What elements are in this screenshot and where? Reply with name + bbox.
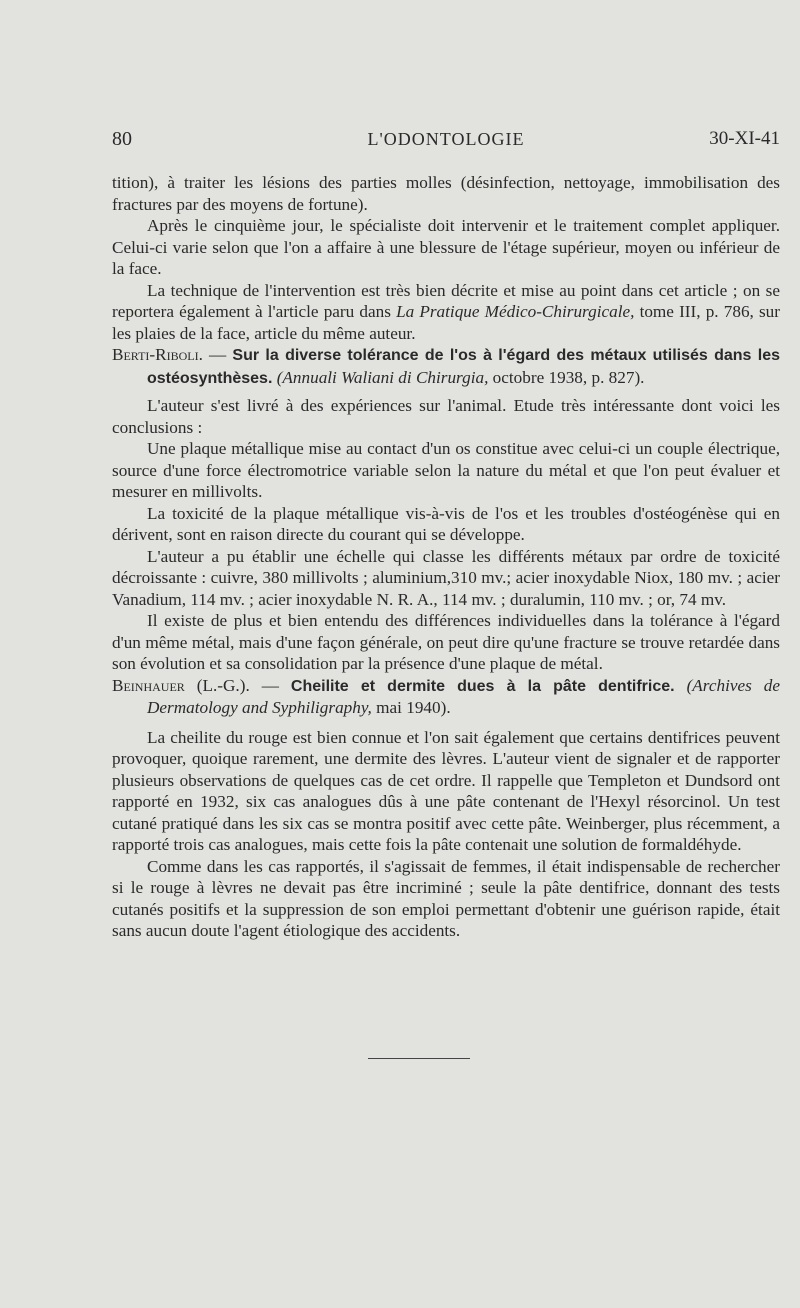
paragraph-text: tome III, p. 786, sur les plaies de la face, article du même auteur. xyxy=(112,302,780,343)
entry-title: Sur la diverse tolérance de l'os à l'égard des métaux utilisés dans les ostéosynthèses. xyxy=(147,347,781,387)
paragraph: L'auteur s'est livré à des expériences sur l'animal. Etude très intéressante dont voici les conclusions : xyxy=(112,396,780,437)
paragraph: Après le cinquième jour, le spécialiste doit intervenir et le traitement complet appliquer. Celui-ci varie selon que l'on a affaire à une blessure de l'étage supérieur, moyen ou inférieur de la face. xyxy=(112,216,780,278)
entry-dash: — xyxy=(249,675,291,695)
entry-source: (Annuali Waliani di Chirurgia, xyxy=(272,367,489,387)
issue-date: 30-XI-41 xyxy=(709,128,780,149)
entry-author: Beinhauer (L.-G.). xyxy=(112,675,250,695)
entry-author: Berti-Riboli. xyxy=(112,345,203,364)
entry-title: Cheilite et dermite dues à la pâte dentifrice. xyxy=(290,677,675,695)
entry-dash: — xyxy=(202,345,233,364)
page-number: 80 xyxy=(112,128,132,150)
article-body xyxy=(112,172,780,942)
paragraph: tition), à traiter les lésions des parties molles (désinfection, nettoyage, immobilisation des fractures par des moyens de fortune). xyxy=(112,173,780,214)
journal-title: L'ODONTOLOGIE xyxy=(367,129,525,149)
entry-source-details: octobre 1938, p. 827). xyxy=(488,367,645,387)
entry-source: (Archives de Dermatology and Syphiligraphy, xyxy=(147,675,780,717)
source-citation: La Pratique Médico-Chirurgicale, xyxy=(396,302,635,321)
review-entry-heading xyxy=(112,675,780,719)
paragraph: La cheilite du rouge est bien connue et l'on sait également que certains dentifrices peuvent provoquer, quoique rarement, une dermite des lèvres. L'auteur vient de signaler et de rapporter plusieurs observations de quelques cas de cet ordre. Il rappelle que Templeton et Dundsord ont rapporté en 1932, six cas analogues dûs à une pâte contenant de l'Hexyl résorcinol. Un test cutané pratiqué dans les six cas se montra positif avec cette pâte. Weinberger, plus récemment, a rapporté trois cas analogues, mais cette fois la pâte contenait une solution de formaldéhyde. xyxy=(112,727,780,854)
paragraph-text: La technique de l'intervention est très bien décrite et mise au point dans cet article ; on se reportera également à l'article paru dans xyxy=(112,280,780,321)
section-divider xyxy=(368,1058,470,1059)
paragraph: Comme dans les cas rapportés, il s'agissait de femmes, il était indispensable de rechercher si le rouge à lèvres ne devait pas être incriminé ; seule la pâte dentifrice, donnant des tests cutanés positifs et la suppression de son emploi permettant d'obtenir une guérison rapide, était sans aucun doute l'agent étiologique des accidents. xyxy=(112,856,780,940)
paragraph: Il existe de plus et bien entendu des différences individuelles dans la tolérance à l'égard d'un même métal, mais d'une façon générale, on peut dire qu'une fracture se trouve retardée dans son évolution et sa consolidation par la présence d'une plaque de métal. xyxy=(112,611,780,673)
entry-source-details: mai 1940). xyxy=(371,698,451,717)
paragraph: La toxicité de la plaque métallique vis-à-vis de l'os et les troubles d'ostéogénèse qui en dérivent, sont en raison directe du courant qui se développe. xyxy=(112,503,780,544)
paragraph: L'auteur a pu établir une échelle qui classe les différents métaux par ordre de toxicité décroissante : cuivre, 380 millivolts ; aluminium,310 mv.; acier inoxydable Niox, 180 mv. ; acier Vanadium, 114 mv. ; acier inoxydable N. R. A., 114 mv. ; duralumin, 110 mv. ; or, 74 mv. xyxy=(112,546,780,609)
paragraph: Une plaque métallique mise au contact d'un os constitue avec celui-ci un couple électrique, source d'une force électromotrice variable selon la nature du métal et que l'on peut évaluer et mesurer en millivolts. xyxy=(112,439,780,501)
paragraph xyxy=(112,280,780,345)
review-entry-heading xyxy=(112,344,780,389)
